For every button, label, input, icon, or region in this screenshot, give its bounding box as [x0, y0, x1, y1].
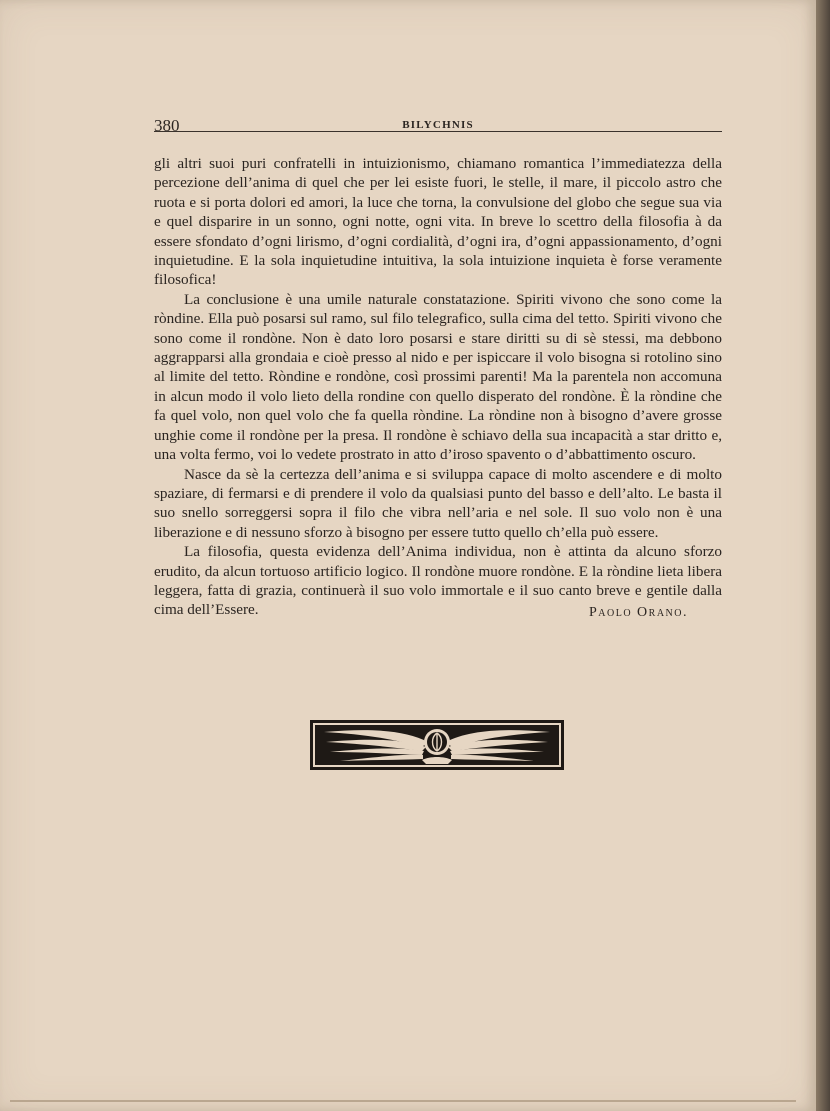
paragraph-3: Nasce da sè la certezza dell’anima e si sviluppa capace di molto ascendere e di molto spaziare, di fermarsi e di prendere il volo da qualsiasi punto del basso e dell’alto. Le basta il suo snello sorreggersi sopra il filo che vibra nell’aria e nel sole. Il suo volo non è una liberazione e di nessuno sforzo à bisogno per essere tutto quello ch’ella può essere.: [154, 465, 722, 541]
page-bottom-rule: [10, 1100, 796, 1102]
header-rule: [154, 131, 722, 132]
journal-title: BILYCHNIS: [402, 119, 474, 131]
author-signature: Paolo Orano.: [588, 605, 688, 620]
winged-orb-ornament-icon: [310, 720, 564, 770]
paragraph-2: La conclusione è una umile naturale constatazione. Spiriti vivono che sono come la ròndine. Ella può posarsi sul ramo, sul filo telegrafico, sulla cima del tetto. Spiriti vivono che sono come il rondòne. Non è dato loro posarsi e stare diritti su di sè stessi, ma debbono aggrapparsi alla grondaia e cioè presso al nido e per ispiccare il volo bisogna si rotolino sino al limite del tetto. Ròndine e rondòne, così prossimi parenti! Ma la parentela non accomuna in alcun modo il volo lieto della rondine con quello disperato del rondòne. È la ròndine che fa quel volo, non quel volo che fa quella ròndine. La ròndine non à bisogno d’avere grosse unghie come il rondòne per la presa. Il rondòne è schiavo della sua incapacità a star dritto e, una volta fermo, voi lo vedete prostrato in atto d’iroso spavento o d’abbattimento oscuro.: [154, 290, 722, 464]
paragraph-4: La filosofia, questa evidenza dell’Anima individua, non è attinta da alcuno sforzo erudito, da alcun tortuoso artificio logico. Il rondòne muore rondòne. E la ròndine lieta libera leggera, fatta di grazia, continuerà il suo volo immortale e il suo canto breve e gentile dalla cima dell’Essere.: [154, 543, 722, 619]
article-body: [154, 154, 722, 620]
page-number: 380: [154, 116, 180, 135]
paragraph-1: gli altri suoi puri confratelli in intuizionismo, chiamano romantica l’immediatezza della percezione dell’anima di quel che per lei esiste fuori, le stelle, il mare, il piccolo astro che ruota e si porta dolori ed amori, la luce che torna, la convulsione del globo che segue sua via e quel disparire in un sonno, ogni notte, ogni vita. In breve lo scettro della filosofia à da essere sfondato d’ogni lirismo, d’ogni cordialità, d’ogni ira, d’ogni appassionamento, d’ogni inquietudine. E la sola inquietudine intuitiva, la sola intuizione inquieta è forse veramente filosofica!: [154, 155, 722, 289]
book-page-edge: [816, 0, 830, 1111]
running-header: [154, 116, 722, 136]
